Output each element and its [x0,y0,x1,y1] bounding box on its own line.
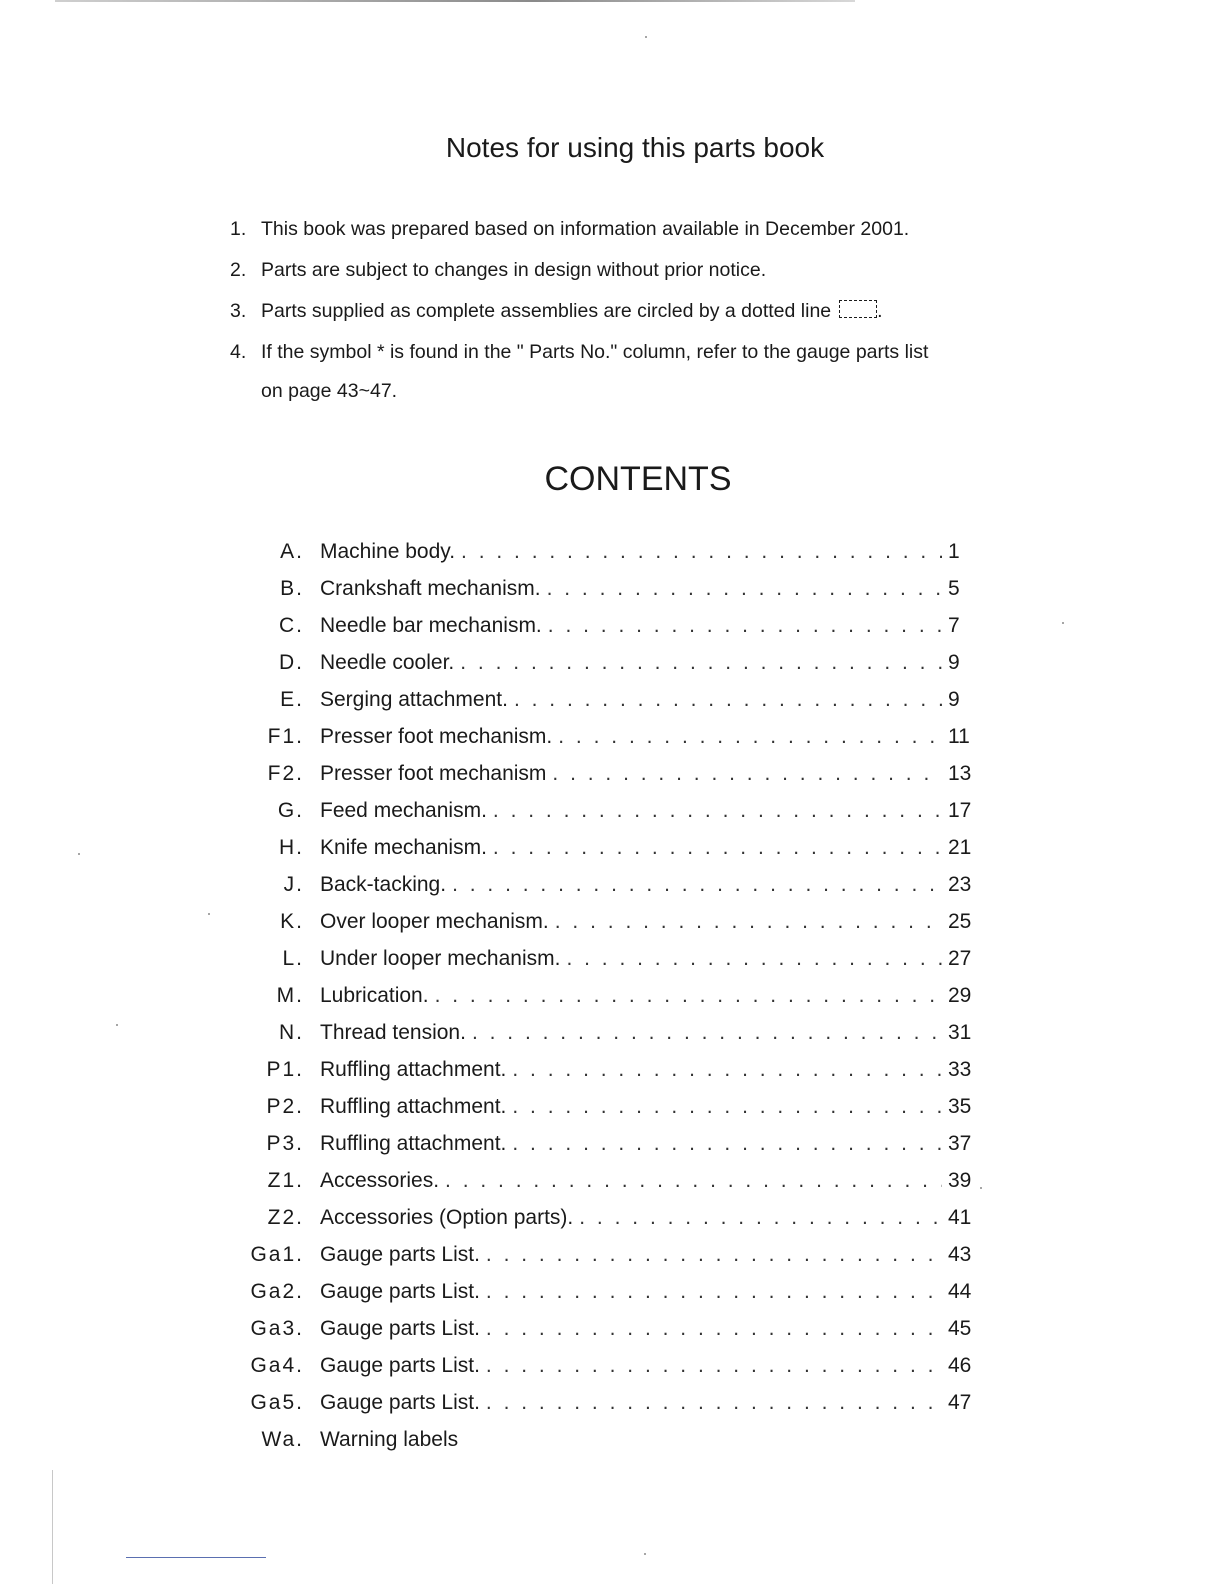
toc-entry-page: 46 [948,1353,972,1377]
note-text-multiline [261,341,990,402]
toc-entry-code: A. [280,539,304,563]
toc-entry-title: Thread tension. [320,1020,466,1044]
toc-entry-title: Gauge parts List. [320,1242,480,1266]
toc-dot-leader [486,1317,942,1341]
toc-entry-title: Needle cooler. [320,650,455,674]
toc-entry [240,1014,980,1051]
toc-entry-code: N. [279,1020,304,1044]
scan-speck [644,1553,646,1555]
dotted-line-box-icon [839,300,877,318]
toc-entry-code: C. [279,613,304,637]
toc-dot-leader [486,1280,942,1304]
toc-entry-title: Accessories. [320,1168,440,1192]
toc-entry-page: 44 [948,1279,972,1303]
scan-speck [78,853,80,855]
toc-entry-page: 47 [948,1390,972,1414]
notes-list [230,218,990,421]
toc-entry-title: Gauge parts List. [320,1353,480,1377]
toc-entry-page: 25 [948,909,972,933]
toc-entry-page: 11 [948,724,970,748]
toc-entry [240,829,980,866]
toc-dot-leader [486,1391,942,1415]
toc-entry-title: Over looper mechanism. [320,909,549,933]
toc-entry [240,1273,980,1310]
toc-entry [240,1347,980,1384]
toc-entry [240,1162,980,1199]
toc-entry-code: Ga3. [250,1316,304,1340]
scan-speck [1062,622,1064,624]
toc-entry-code: Ga1. [250,1242,304,1266]
toc-entry-title: Ruffling attachment. [320,1131,507,1155]
toc-entry-code: Ga4. [250,1353,304,1377]
note-number: 4. [230,341,247,363]
toc-entry [240,866,980,903]
toc-entry [240,570,980,607]
toc-entry-code: B. [280,576,304,600]
note-suffix: . [877,300,883,322]
toc-dot-leader [547,577,942,601]
toc-entry-title: Machine body. [320,539,456,563]
toc-entry-page: 35 [948,1094,972,1118]
toc-entry-title: Serging attachment. [320,687,508,711]
toc-entry-page: 13 [948,761,972,785]
toc-dot-leader [579,1206,942,1230]
toc-entry [240,1088,980,1125]
note-text: This book was prepared based on information available in December 2001. [261,218,910,240]
toc-entry-code: Ga2. [250,1279,304,1303]
toc-entry-title: Accessories (Option parts). [320,1205,574,1229]
toc-entry-page: 39 [948,1168,972,1192]
note-item [230,300,990,322]
toc-entry-page: 23 [948,872,972,896]
toc-dot-leader [514,688,942,712]
toc-entry-title: Needle bar mechanism. [320,613,542,637]
toc-entry-page: 41 [948,1205,972,1229]
toc-entry-code: D. [279,650,304,674]
scan-speck [208,913,210,915]
table-of-contents [240,533,980,1458]
toc-entry-title: Gauge parts List. [320,1316,480,1340]
toc-entry-code: K. [280,909,304,933]
scan-speck [980,1187,982,1189]
toc-entry [240,1236,980,1273]
toc-dot-leader [486,1354,942,1378]
toc-entry [240,977,980,1014]
toc-entry [240,681,980,718]
toc-dot-leader [512,1058,942,1082]
toc-entry-page: 7 [948,613,960,637]
note-text: Parts are subject to changes in design without prior notice. [261,259,767,281]
toc-entry-code: Wa. [261,1427,304,1451]
toc-entry [240,533,980,570]
toc-entry-title: Lubrication. [320,983,429,1007]
contents-title: CONTENTS [544,460,732,498]
note-text-with-symbol [261,300,990,322]
toc-entry-title: Warning labels [320,1427,459,1451]
toc-entry-page: 45 [948,1316,972,1340]
toc-entry-page: 21 [948,835,972,859]
toc-entry [240,644,980,681]
toc-entry [240,1310,980,1347]
toc-entry-code: M. [276,983,304,1007]
toc-entry-code: Z1. [267,1168,304,1192]
note-item [230,341,990,402]
note-continued-text: on page 43~47. [261,380,398,402]
note-number: 3. [230,300,247,322]
toc-entry-code: Ga5. [250,1390,304,1414]
toc-entry [240,607,980,644]
toc-entry-title: Knife mechanism. [320,835,487,859]
toc-entry-page: 43 [948,1242,972,1266]
toc-entry-title: Gauge parts List. [320,1390,480,1414]
toc-dot-leader [472,1021,942,1045]
toc-entry-page: 31 [948,1020,972,1044]
toc-entry [240,1125,980,1162]
notes-title: Notes for using this parts book [445,132,825,163]
toc-entry-title: Presser foot mechanism. [320,724,553,748]
toc-entry-code: E. [280,687,304,711]
toc-entry [240,718,980,755]
toc-dot-leader [452,873,942,897]
toc-entry-page: 33 [948,1057,972,1081]
toc-dot-leader [552,762,942,786]
toc-entry-title: Presser foot mechanism [320,761,547,785]
toc-entry-code: J. [283,872,304,896]
scan-edge-top [55,0,855,2]
toc-entry [240,1384,980,1421]
toc-entry [240,792,980,829]
toc-entry-code: H. [279,835,304,859]
scan-edge-left [52,1470,53,1584]
toc-dot-leader [512,1132,942,1156]
toc-entry [240,1199,980,1236]
toc-entry [240,755,980,792]
note-item [230,218,990,240]
toc-entry-title: Feed mechanism. [320,798,487,822]
toc-dot-leader [461,540,942,564]
toc-entry [240,940,980,977]
toc-entry-title: Back-tacking. [320,872,447,896]
toc-entry-code: L. [282,946,304,970]
toc-dot-leader [445,1169,942,1193]
note-number: 1. [230,218,247,240]
toc-dot-leader [555,910,942,934]
note-text: Parts supplied as complete assemblies are circled by a dotted line [261,300,832,322]
toc-entry-page: 27 [948,946,972,970]
toc-dot-leader [512,1095,942,1119]
toc-entry-page: 17 [948,798,972,822]
toc-entry [240,1421,980,1458]
toc-entry-title: Gauge parts List. [320,1279,480,1303]
scan-speck [645,36,647,38]
toc-dot-leader [493,836,942,860]
toc-entry-page: 9 [948,687,960,711]
toc-entry-page: 9 [948,650,960,674]
toc-entry-page: 29 [948,983,972,1007]
toc-entry-code: P2. [266,1094,304,1118]
toc-entry [240,903,980,940]
toc-entry-page: 5 [948,576,960,600]
scan-speck [116,1024,118,1026]
note-text: If the symbol * is found in the " Parts No." column, refer to the gauge parts list [261,341,929,363]
toc-entry-code: F1. [267,724,304,748]
toc-dot-leader [486,1243,942,1267]
scan-mark-bottom [126,1557,266,1558]
toc-entry [240,1051,980,1088]
note-item [230,259,990,281]
toc-entry-code: Z2. [267,1205,304,1229]
toc-entry-code: P3. [266,1131,304,1155]
toc-entry-code: P1. [266,1057,304,1081]
toc-entry-code: G. [277,798,304,822]
toc-dot-leader [548,614,942,638]
toc-dot-leader [493,799,942,823]
toc-entry-title: Ruffling attachment. [320,1057,507,1081]
toc-entry-title: Under looper mechanism. [320,946,561,970]
toc-dot-leader [435,984,942,1008]
toc-dot-leader [558,725,942,749]
toc-entry-title: Ruffling attachment. [320,1094,507,1118]
toc-entry-title: Crankshaft mechanism. [320,576,541,600]
toc-entry-code: F2. [267,761,304,785]
toc-dot-leader [460,651,942,675]
note-number: 2. [230,259,247,281]
toc-entry-page: 37 [948,1131,972,1155]
toc-dot-leader [566,947,942,971]
toc-entry-page: 1 [948,539,960,563]
